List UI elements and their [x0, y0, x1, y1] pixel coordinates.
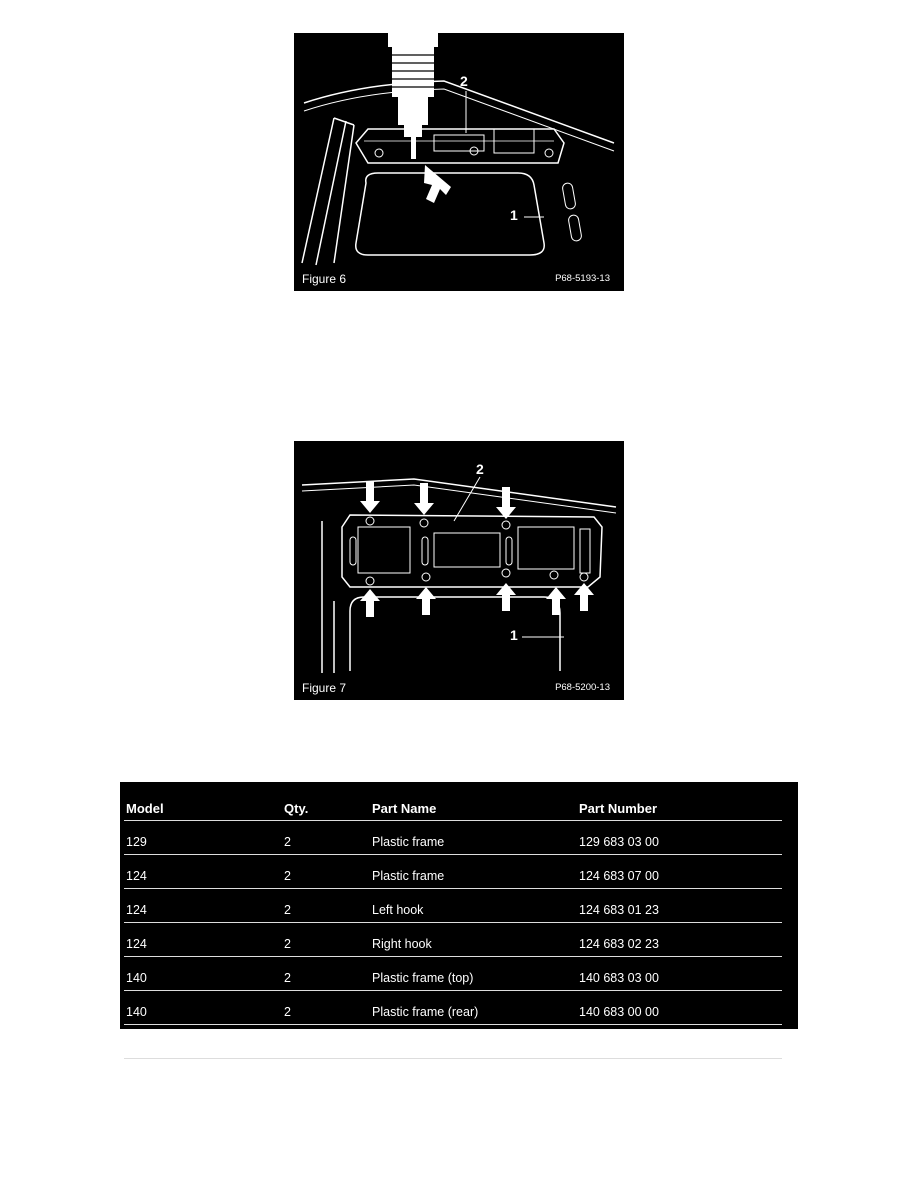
parts-list [124, 790, 782, 1059]
table-row [124, 821, 782, 855]
cell-qty: 2 [282, 957, 370, 991]
cell-part-name: Plastic frame [370, 855, 577, 889]
bracket-screws-illustration [294, 441, 624, 700]
cell-qty: 20 [282, 1025, 370, 1059]
cell-part-number: 129 683 03 00 [577, 821, 782, 855]
table-row [124, 923, 782, 957]
cell-qty: 2 [282, 923, 370, 957]
figure-caption: Figure 7 [302, 681, 347, 695]
cell-part-number: 124 683 01 23 [577, 889, 782, 923]
cell-part-number: 140 683 00 00 [577, 991, 782, 1025]
cell-part-number: 140 683 03 00 [577, 957, 782, 991]
cell-model: 140 [124, 957, 282, 991]
header-model: Model [124, 790, 282, 821]
figure-6 [294, 33, 624, 291]
header-part-number: Part Number [577, 790, 782, 821]
cell-qty: 2 [282, 821, 370, 855]
header-qty: Qty. [282, 790, 370, 821]
callout-1: 1 [510, 627, 518, 643]
cell-part-name: Plastic frame (rear) [370, 991, 577, 1025]
table-row [124, 991, 782, 1025]
cell-part-name: Right hook [370, 923, 577, 957]
header-part-name: Part Name [370, 790, 577, 821]
cell-part-number: 124 990 00 30 [577, 1025, 782, 1059]
cell-part-name: Plastic frame [370, 821, 577, 855]
cell-qty: 2 [282, 889, 370, 923]
figure-7 [294, 441, 624, 700]
table-row [124, 855, 782, 889]
figure-code: P68-5200-13 [555, 682, 610, 693]
table-row [124, 1025, 782, 1059]
cell-model: 124 [124, 855, 282, 889]
figure-code: P68-5193-13 [555, 273, 610, 284]
cell-model: 129 [124, 821, 282, 855]
cell-part-name: Left hook [370, 889, 577, 923]
cell-qty: 2 [282, 855, 370, 889]
cell-model: 124 [124, 889, 282, 923]
cell-model: 124 [124, 923, 282, 957]
figure-caption: Figure 6 [302, 272, 347, 286]
cell-part-number: 124 683 02 23 [577, 923, 782, 957]
cell-qty: 2 [282, 991, 370, 1025]
table-row [124, 889, 782, 923]
drill-illustration [294, 33, 624, 291]
cell-model: 140 [124, 991, 282, 1025]
cell-model [124, 1025, 282, 1059]
callout-2: 2 [460, 73, 468, 89]
callout-2: 2 [476, 461, 484, 477]
callout-1: 1 [510, 207, 518, 223]
parts-table [120, 782, 798, 1053]
cell-part-name: Screw [370, 1025, 577, 1059]
cell-part-number: 124 683 07 00 [577, 855, 782, 889]
table-header-row [124, 790, 782, 821]
table-row [124, 957, 782, 991]
cell-part-name: Plastic frame (top) [370, 957, 577, 991]
